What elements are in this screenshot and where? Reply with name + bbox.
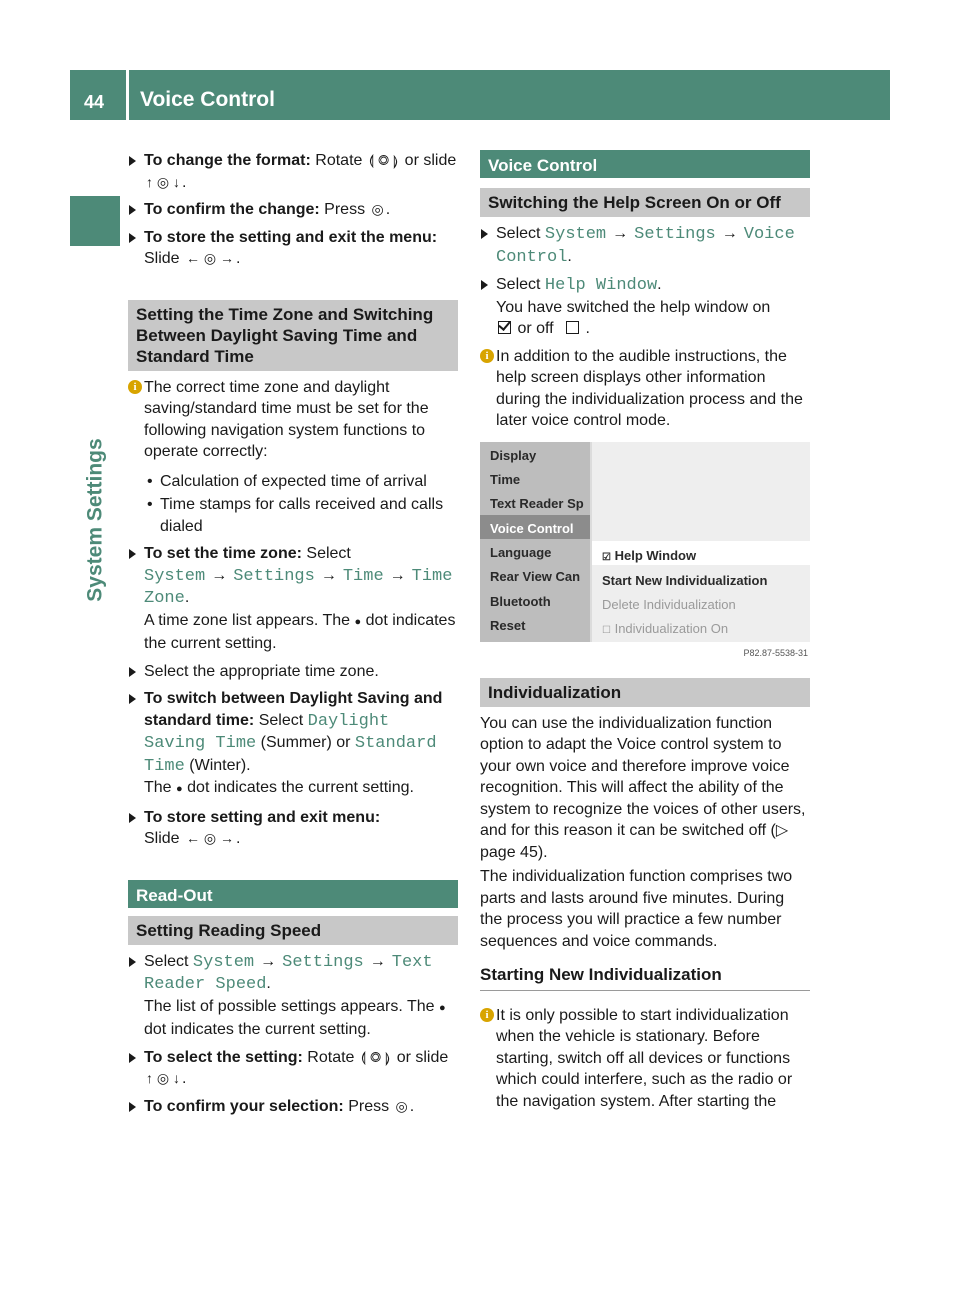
menu-item-rear-view[interactable]: Rear View Can bbox=[490, 569, 581, 585]
menu-path-settings: Settings bbox=[233, 566, 315, 586]
menu-path-settings: Settings bbox=[634, 225, 716, 244]
settings-menu bbox=[480, 442, 590, 642]
slide-controller-icon: ← ◎ → bbox=[186, 830, 235, 846]
menu-path-standard-time: Standard Time bbox=[144, 734, 437, 776]
arrow-icon: → bbox=[211, 566, 228, 584]
menu-item-display[interactable]: Display bbox=[490, 447, 537, 463]
step-select-zone: Select the appropriate time zone. bbox=[128, 661, 458, 683]
note-start-individualization: i It is only possible to start individualization when the vehicle is stationary. Before starting, switch off all devices or functions which could interfere, such as the radio or the navigation system. After starting the bbox=[480, 1005, 810, 1113]
step-switch-dst: To switch between Daylight Saving and standard time: Select Daylight Saving Time (Summer) or Standard Time (Winter). The ● dot indicates the current setting. bbox=[128, 688, 458, 801]
checkbox-checked-icon bbox=[498, 321, 511, 334]
step-store-exit: To store the setting and exit the menu: Slide ← ◎ → . bbox=[128, 227, 458, 270]
option-individualization-on[interactable]: ☐ Individualization On bbox=[602, 620, 729, 636]
menu-item-language[interactable]: Language bbox=[490, 545, 552, 561]
menu-path-daylight-saving: Daylight Saving Time bbox=[144, 711, 390, 753]
page-title: Voice Control bbox=[140, 88, 275, 111]
menu-path-system: System bbox=[544, 225, 607, 244]
heading-individualization: Individualization bbox=[480, 678, 810, 707]
voice-control-screen bbox=[480, 442, 810, 658]
slide-controller-icon: ↑ ◎ ↓ bbox=[146, 1070, 180, 1086]
right-column bbox=[480, 150, 810, 1120]
step-confirm-change: To confirm the change: Press ◎ . bbox=[128, 199, 458, 221]
menu-item-voice-control[interactable]: Voice Control bbox=[480, 515, 590, 539]
rotate-controller-icon: ⟬ ◎ ⟭ bbox=[360, 1048, 391, 1065]
checkbox-unchecked-icon bbox=[566, 321, 579, 334]
arrow-icon: → bbox=[320, 566, 337, 584]
list-item: • Time stamps for calls received and calls dialed bbox=[144, 494, 458, 537]
list-item: • Calculation of expected time of arrival bbox=[144, 471, 458, 493]
menu-item-time[interactable]: Time bbox=[490, 471, 521, 487]
option-help-window[interactable]: ☑ Help Window bbox=[592, 541, 810, 565]
dot-icon: ● bbox=[176, 783, 183, 795]
heading-reading-speed: Setting Reading Speed bbox=[128, 916, 458, 945]
heading-read-out: Read-Out bbox=[128, 880, 458, 908]
paragraph: The individualization function comprises two parts and lasts around five minutes. During the process you will practice a few number sequences and voice commands. bbox=[480, 868, 793, 950]
option-delete-individualization[interactable]: Delete Individualization bbox=[602, 596, 736, 612]
step-select-reading-speed: Select System → Settings → Text Reader Speed. The list of possible settings appears. The ● dot indicates the current setting. bbox=[128, 951, 458, 1041]
arrow-icon: → bbox=[369, 952, 386, 970]
option-start-individualization[interactable]: Start New Individualization bbox=[602, 572, 768, 588]
menu-path-system: System bbox=[192, 952, 255, 972]
section-marker bbox=[70, 196, 120, 246]
step-set-time-zone: To set the time zone: Select System → Settings → Time → Time Zone. A time zone list appears. The ● dot indicates the current setting. bbox=[128, 543, 458, 655]
step-store-setting: To store setting and exit menu: Slide ← ◎ → . bbox=[128, 807, 458, 850]
dot-icon: ● bbox=[438, 1001, 446, 1014]
arrow-icon: → bbox=[721, 225, 738, 242]
menu-path-text-reader-speed: Text Reader Speed bbox=[144, 952, 433, 994]
slide-controller-icon: ↑ ◎ ↓ bbox=[146, 173, 180, 190]
section-title: System Settings bbox=[83, 438, 107, 602]
step-select-voice-control: Select System → Settings → Voice Control. bbox=[480, 223, 810, 268]
image-caption: P82.87-5538-31 bbox=[743, 647, 808, 658]
voice-control-panel bbox=[592, 442, 810, 642]
checkbox-icon: ☐ bbox=[602, 624, 611, 636]
dot-icon: ● bbox=[354, 615, 362, 628]
heading-time-zone: Setting the Time Zone and Switching Between Daylight Saving Time and Standard Time bbox=[128, 300, 458, 371]
menu-path-system: System bbox=[144, 566, 206, 586]
menu-item-reset[interactable]: Reset bbox=[490, 618, 526, 634]
note-help-screen: i In addition to the audible instructions, the help screen displays other information during the individualization process and the later voice control mode. bbox=[480, 346, 810, 432]
menu-item-bluetooth[interactable]: Bluetooth bbox=[490, 593, 551, 609]
step-select-help-window: Select Help Window. You have switched the help window on or off . bbox=[480, 274, 810, 340]
heading-help-screen: Switching the Help Screen On or Off bbox=[480, 188, 810, 217]
paragraph: You can use the individualization function option to adapt the Voice control system to your own voice and therefore improve voice recognition. This will affect the ability of the system to recognize the voices of other users, and for this reason it can be switched off (▷ page 45). bbox=[480, 714, 806, 861]
press-controller-icon: ◎ bbox=[395, 1097, 408, 1114]
arrow-icon: → bbox=[612, 225, 629, 242]
note-time-zone: i The correct time zone and daylight saving/standard time must be set for the following navigation system functions to operate correctly: bbox=[128, 377, 458, 463]
arrow-icon: → bbox=[389, 566, 406, 584]
step-confirm-selection: To confirm your selection: Press ◎ . bbox=[128, 1096, 458, 1118]
arrow-icon: → bbox=[260, 952, 277, 970]
menu-item-text-reader[interactable]: Text Reader Sp bbox=[490, 496, 584, 512]
heading-start-individualization: Starting New Individualization bbox=[480, 964, 810, 991]
checkbox-icon: ☑ bbox=[602, 551, 611, 563]
step-change-format: To change the format: Rotate ⟬ ◎ ⟭ or slide ↑ ◎ ↓ . bbox=[128, 150, 458, 193]
slide-controller-icon: ← ◎ → bbox=[186, 250, 235, 266]
rotate-controller-icon: ⟬ ◎ ⟭ bbox=[368, 152, 399, 168]
menu-path-help-window: Help Window bbox=[544, 276, 658, 295]
menu-path-settings: Settings bbox=[282, 952, 364, 972]
menu-path-time: Time bbox=[342, 566, 384, 586]
header-divider bbox=[126, 70, 129, 120]
menu-path-time-zone: Time Zone bbox=[144, 566, 453, 608]
info-icon: i bbox=[480, 1008, 494, 1022]
heading-voice-control: Voice Control bbox=[480, 150, 810, 178]
page-number: 44 bbox=[84, 92, 105, 112]
step-select-setting: To select the setting: Rotate ⟬ ◎ ⟭ or slide ↑ ◎ ↓ . bbox=[128, 1047, 458, 1090]
menu-path-voice-control: Voice Control bbox=[496, 225, 795, 267]
press-controller-icon: ◎ bbox=[371, 201, 384, 217]
left-column bbox=[128, 150, 458, 1123]
info-icon: i bbox=[480, 349, 494, 363]
info-icon: i bbox=[128, 380, 142, 394]
